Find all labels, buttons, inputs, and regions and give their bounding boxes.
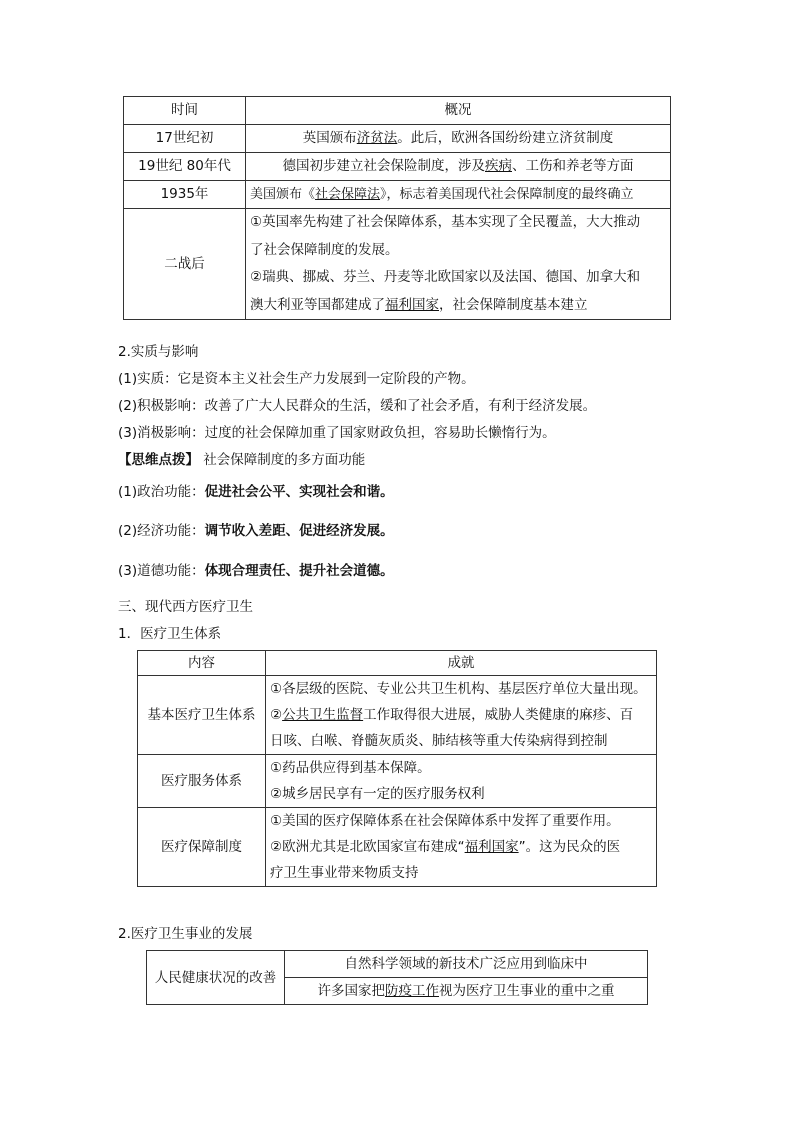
text: ② bbox=[270, 707, 283, 723]
paragraph: (1)实质：它是资本主义社会生产力发展到一定阶段的产物。 bbox=[118, 371, 475, 387]
paragraph: (3)消极影响：过度的社会保障加重了国家财政负担，容易助长懒惰行为。 bbox=[118, 425, 556, 441]
text: 德国初步建立社会保险制度，涉及 bbox=[282, 158, 485, 174]
overview-cell bbox=[246, 153, 671, 181]
table-row bbox=[138, 808, 657, 887]
function-text: 体现合理责任、提升社会道德。 bbox=[204, 563, 394, 579]
text-line: 日咳、白喉、脊髓灰质炎、肺结核等重大传染病得到控制 bbox=[270, 733, 608, 749]
section-heading: 三、现代西方医疗卫生 bbox=[118, 599, 253, 615]
function-text: 调节收入差距、促进经济发展。 bbox=[204, 523, 394, 539]
text: ，社会保障制度基本建立 bbox=[439, 296, 588, 313]
text: 工作取得很大进展，威胁人类健康的麻疹、百 bbox=[363, 707, 634, 723]
table-header-row bbox=[124, 97, 671, 125]
text-line: ①英国率先构建了社会保障体系，基本实现了全民覆盖，大大推动 bbox=[250, 214, 641, 230]
text: ”。这为民众的医 bbox=[518, 839, 621, 855]
health-improvement-table bbox=[146, 950, 648, 1005]
item-cell: 自然科学领域的新技术广泛应用到临床中 bbox=[285, 951, 648, 978]
table-row bbox=[124, 153, 671, 181]
function-label: (3)道德功能： bbox=[118, 563, 205, 579]
text-line bbox=[270, 834, 652, 860]
underlined-text: 疾病 bbox=[485, 158, 512, 174]
function-text: 促进社会公平、实现社会和谐。 bbox=[204, 484, 394, 500]
achievement-cell bbox=[266, 676, 657, 755]
text: 。此后，欧洲各国纷纷建立济贫制度 bbox=[397, 130, 614, 146]
header-time: 时间 bbox=[124, 97, 246, 125]
content-cell: 医疗服务体系 bbox=[138, 755, 266, 808]
tip-label: 【思维点拨】 bbox=[118, 452, 199, 468]
time-cell: 二战后 bbox=[124, 209, 246, 320]
text-line: ①各层级的医院、专业公共卫生机构、基层医疗单位大量出现。 bbox=[270, 681, 647, 697]
underlined-text: 济贫法 bbox=[356, 130, 398, 146]
paragraph: (2)积极影响：改善了广大人民群众的生活，缓和了社会矛盾，有利于经济发展。 bbox=[118, 398, 597, 414]
underlined-text: 公共卫生监督 bbox=[282, 707, 364, 723]
text-line: 了社会保障制度的发展。 bbox=[250, 241, 399, 258]
function-item bbox=[118, 482, 394, 502]
table-row bbox=[147, 951, 648, 978]
table-row bbox=[124, 125, 671, 153]
function-item bbox=[118, 521, 394, 541]
table-row bbox=[138, 755, 657, 808]
header-achievement: 成就 bbox=[266, 651, 657, 676]
overview-cell bbox=[246, 209, 671, 320]
header-overview: 概况 bbox=[246, 97, 671, 125]
table-row bbox=[138, 676, 657, 755]
text-line bbox=[250, 292, 666, 320]
text: 澳大利亚等国都建成了 bbox=[250, 296, 385, 313]
function-label: (2)经济功能： bbox=[118, 523, 205, 539]
time-cell: 17世纪初 bbox=[124, 125, 246, 153]
text-line bbox=[270, 702, 652, 728]
achievement-cell bbox=[266, 755, 657, 808]
table-row bbox=[124, 181, 671, 209]
subsection-title: 2.医疗卫生事业的发展 bbox=[118, 926, 253, 942]
text: 美国颁布《 bbox=[250, 187, 316, 202]
section-title: 2.实质与影响 bbox=[118, 344, 199, 360]
function-label: (1)政治功能： bbox=[118, 484, 205, 500]
time-cell: 19世纪 80年代 bbox=[124, 153, 246, 181]
content-cell: 医疗保障制度 bbox=[138, 808, 266, 887]
overview-cell bbox=[246, 181, 671, 209]
achievement-cell bbox=[266, 808, 657, 887]
function-item bbox=[118, 561, 394, 581]
underlined-text: 福利国家 bbox=[385, 296, 439, 313]
table-header-row bbox=[138, 651, 657, 676]
text: 》，标志着美国现代社会保障制度的最终确立 bbox=[380, 187, 634, 202]
label-cell: 人民健康状况的改善 bbox=[147, 951, 285, 1005]
text-line: ②城乡居民享有一定的医疗服务权利 bbox=[270, 786, 485, 802]
thinking-tip bbox=[118, 450, 365, 470]
table-row bbox=[124, 209, 671, 320]
content-cell: 基本医疗卫生体系 bbox=[138, 676, 266, 755]
underlined-text: 社会保障法 bbox=[315, 187, 381, 202]
tip-text: 社会保障制度的多方面功能 bbox=[203, 452, 366, 468]
text-line: ①药品供应得到基本保障。 bbox=[270, 760, 431, 776]
social-security-history-table bbox=[123, 96, 671, 320]
text: 英国颁布 bbox=[302, 130, 357, 146]
medical-system-table bbox=[137, 650, 657, 887]
text: ②欧洲尤其是北欧国家宣布建成“ bbox=[270, 839, 465, 855]
text: 、工伤和养老等方面 bbox=[512, 158, 634, 174]
underlined-text: 防疫工作 bbox=[385, 983, 439, 999]
text: 许多国家把 bbox=[317, 983, 385, 999]
text-line: 疗卫生事业带来物质支持 bbox=[270, 865, 419, 881]
text-line: ①美国的医疗保障体系在社会保障体系中发挥了重要作用。 bbox=[270, 813, 620, 829]
overview-cell bbox=[246, 125, 671, 153]
item-cell bbox=[285, 978, 648, 1005]
header-content: 内容 bbox=[138, 651, 266, 676]
underlined-text: 福利国家 bbox=[464, 839, 519, 855]
time-cell: 1935年 bbox=[124, 181, 246, 209]
subsection-title: 1．医疗卫生体系 bbox=[118, 626, 222, 642]
text-line: ②瑞典、挪威、芬兰、丹麦等北欧国家以及法国、德国、加拿大和 bbox=[250, 269, 641, 285]
text: 视为医疗卫生事业的重中之重 bbox=[439, 983, 615, 999]
